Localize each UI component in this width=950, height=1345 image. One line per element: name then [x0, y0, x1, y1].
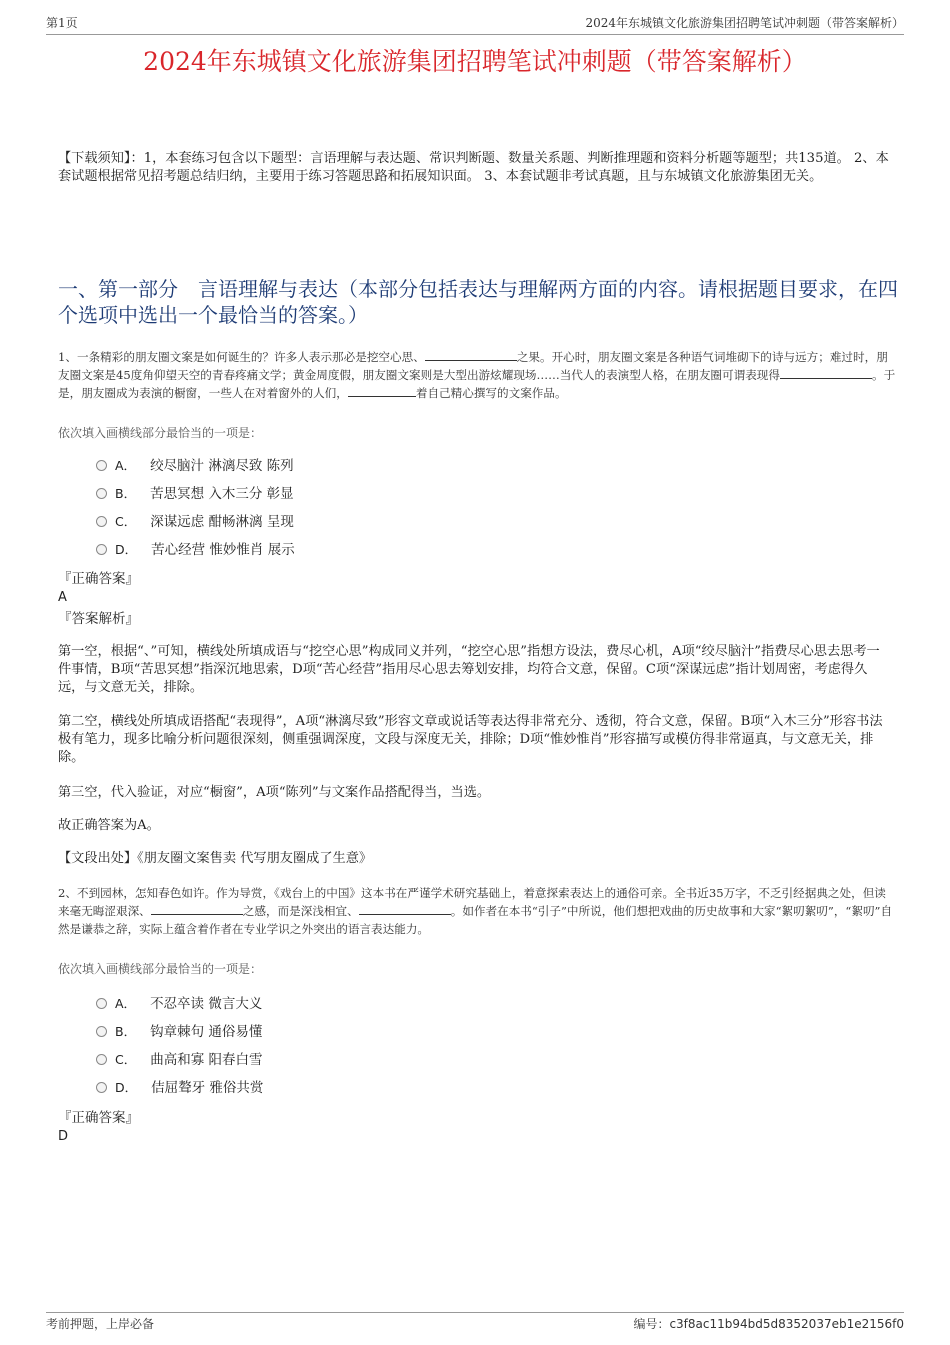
option-a[interactable]: A． 绞尽脑汁 淋漓尽致 陈列	[96, 456, 294, 476]
radio-icon[interactable]	[96, 1082, 107, 1093]
passage-source: 【文段出处】《朋友圈文案售卖 代写朋友圈成了生意》	[58, 851, 373, 866]
option-c[interactable]: C． 曲高和寡 阳春白雪	[96, 1050, 263, 1070]
header-doc-name: 2024年东城镇文化旅游集团招聘笔试冲刺题（带答案解析）	[585, 16, 904, 30]
correct-answer-label: 『正确答案』	[58, 571, 139, 587]
page-footer	[46, 1312, 904, 1331]
section-heading: 一、第一部分 言语理解与表达（本部分包括表达与理解两方面的内容。请根据题目要求，在四个选项中选出一个最恰当的答案。）	[58, 277, 898, 327]
option-a[interactable]: A． 不忍卒读 微言大义	[96, 994, 262, 1014]
question-1-text: 1、一条精彩的朋友圈文案是如何诞生的？许多人表示那必是挖空心思、 之果。开心时，朋友圈文案是各种语气词堆砌下的诗与远方；难过时，朋友圈文案是45度角仰望天空的青春疼痛文学；黄金周度假，朋友圈文案则是大型出游炫耀现场……当代人的表演型人格，在朋友圈可谓表现得 。于是，朋友圈成为表演的橱窗，一些人在对着窗外的人们， 着自己精心撰写的文案作品。	[58, 350, 896, 400]
question-1-instruction: 依次填入画横线部分最恰当的一项是：	[58, 426, 263, 440]
analysis-label: 『答案解析』	[58, 611, 139, 627]
option-d[interactable]: D． 佶屈聱牙 雅俗共赏	[96, 1078, 263, 1098]
analysis-paragraph-2: 第二空，横线处所填成语搭配“表现得”，A项“淋漓尽致”形容文章或说话等表达得非常充分、透彻，符合文意，保留。B项“入木三分”形容书法极有笔力，现多比喻分析问题很深刻，侧重强调深度，文段与深度无关，排除；D项“惟妙惟肖”形容描写或模仿得非常逼真，与文意无关，排除。	[58, 714, 883, 765]
radio-icon[interactable]	[96, 460, 107, 471]
question-2-text: 2、不到园林，怎知春色如许。作为导赏，《戏台上的中国》这本书在严谨学术研究基础上，着意探索表达上的通俗可亲。全书近35万字，不乏引经据典之处，但读来毫无晦涩艰深、 之感，而是深浅相宜、 。如作者在本书“引子”中所说，他们想把戏曲的历史故事和大家“絮叨絮叨”，“絮叨”自然是谦恭之辞，实际上蕴含着作者在专业学识之外突出的语言表达能力。	[58, 886, 893, 936]
correct-answer: A	[58, 590, 67, 605]
correct-answer: D	[58, 1129, 69, 1144]
download-notice: 【下载须知】：1，本套练习包含以下题型：言语理解与表达题、常识判断题、数量关系题、判断推理题和资料分析题等题型；共135道。 2、本套试题根据常见招考题总结归纳，主要用于练习答题思路和拓展知识面。 3、本套试题非考试真题，且与东城镇文化旅游集团无关。	[58, 151, 889, 184]
footer-slogan: 考前押题，上岸必备	[46, 1317, 155, 1331]
blank-3	[348, 384, 416, 397]
radio-icon[interactable]	[96, 998, 107, 1009]
radio-icon[interactable]	[96, 544, 107, 555]
blank-2	[359, 902, 451, 915]
question-2-instruction: 依次填入画横线部分最恰当的一项是：	[58, 962, 263, 976]
page-header	[46, 14, 904, 35]
option-d[interactable]: D． 苦心经营 惟妙惟肖 展示	[96, 540, 295, 560]
page-number: 第1页	[46, 16, 78, 30]
radio-icon[interactable]	[96, 516, 107, 527]
option-b[interactable]: B． 钩章棘句 通俗易懂	[96, 1022, 262, 1042]
radio-icon[interactable]	[96, 1054, 107, 1065]
correct-answer-label: 『正确答案』	[58, 1110, 139, 1126]
analysis-conclusion: 故正确答案为A。	[58, 818, 160, 833]
option-b[interactable]: B． 苦思冥想 入木三分 彰显	[96, 484, 294, 504]
blank-1	[425, 348, 517, 361]
blank-2	[780, 366, 872, 379]
analysis-paragraph-1: 第一空，根据“、”可知，横线处所填成语与“挖空心思”构成同义并列，“挖空心思”指想方设法，费尽心机，A项“绞尽脑汁”指费尽心思去思考一件事情，B项“苦思冥想”指深沉地思索，D项“苦心经营”指用尽心思去筹划安排，均符合文意，保留。C项“深谋远虑”指计划周密，考虑得久远，与文意无关，排除。	[58, 644, 880, 695]
document-code: 编号：c3f8ac11b94bd5d8352037eb1e2156f0	[633, 1317, 904, 1331]
radio-icon[interactable]	[96, 1026, 107, 1037]
blank-1	[151, 902, 243, 915]
analysis-paragraph-3: 第三空，代入验证，对应“橱窗”，A项“陈列”与文案作品搭配得当，当选。	[58, 785, 491, 800]
document-title: 2024年东城镇文化旅游集团招聘笔试冲刺题（带答案解析）	[143, 47, 807, 76]
radio-icon[interactable]	[96, 488, 107, 499]
option-c[interactable]: C． 深谋远虑 酣畅淋漓 呈现	[96, 512, 294, 532]
